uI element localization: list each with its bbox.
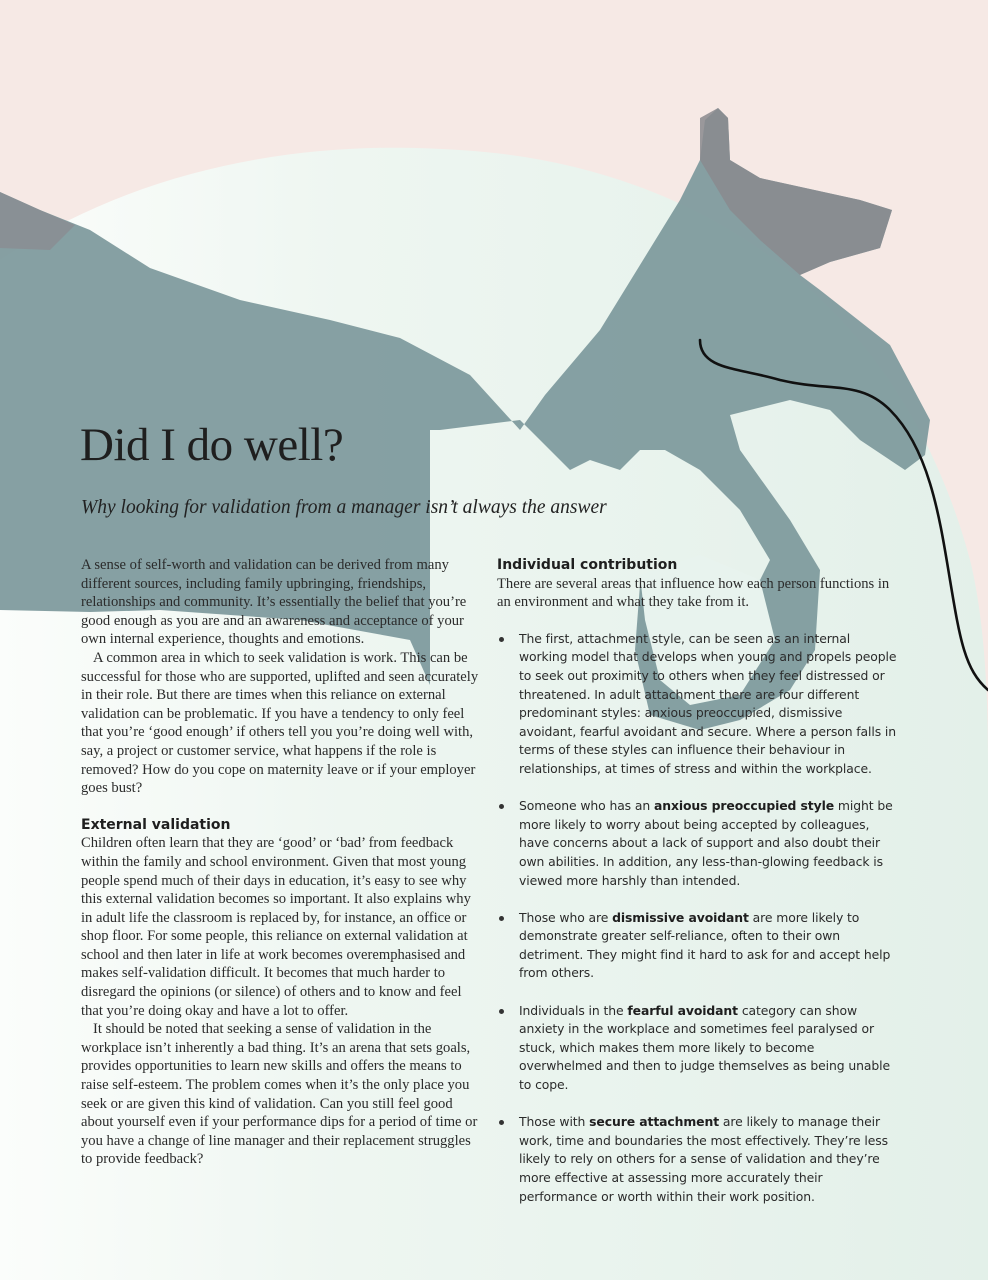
list-item: Those who are dismissive avoidant are more likely to demonstrate greater self-reliance, often to their own detriment. They might find it hard to ask for and accept help from others.	[497, 909, 897, 983]
bold-term: secure attachment	[589, 1114, 720, 1130]
list-item: Someone who has an anxious preoccupied style might be more likely to worry about being accepted by colleagues, have concerns about a lack of support and also doubt their own abilities. In addition, any less-than-glowing feedback is viewed more harshly than intended.	[497, 797, 897, 890]
section-heading-external-validation: External validation	[81, 816, 231, 833]
left-column	[81, 556, 481, 1169]
bullet-icon	[499, 1120, 504, 1125]
bold-term: anxious preoccupied style	[653, 798, 835, 814]
bullet-icon	[499, 804, 504, 809]
list-item: The first, attachment style, can be seen as an internal working model that develops when young and propels people to seek out proximity to others when they feel distressed or threatened. In adult attachment there are four different predominant styles: anxious preoccupied, dismissive avoidant, fearful avoidant and secure. Where a person falls in terms of these styles can influence their behaviour in relationships, at times of stress and within the workplace.	[497, 630, 897, 779]
list-item: Those with secure attachment are likely to manage their work, time and boundaries the most effectively. They’re less likely to rely on others for a sense of validation and they’re more effective at assessing more accurately their performance or worth within their work position.	[497, 1113, 897, 1206]
bullet-icon	[499, 916, 504, 921]
bold-term: fearful avoidant	[627, 1002, 738, 1018]
external-validation-paragraph-2: It should be noted that seeking a sense of validation in the workplace isn’t inherently a bad thing. It’s an arena that sets goals, provides opportunities to learn new skills and offers the means to raise self-esteem. The problem comes when it’s the only place you seek or are given this kind of validation. Can you still feel good about yourself even if your performance dips for a period of time or you have a change of line manager and their replacement struggles to provide feedback?	[81, 1021, 478, 1168]
intro-paragraph-1: A sense of self-worth and validation can be derived from many different sources, including family upbringing, friendships, relationships and community. It’s essentially the belief that you’re good enough as you are and an awareness and acceptance of your own internal experience, thoughts and emotions.	[81, 557, 467, 648]
section-heading-individual-contribution: Individual contribution	[497, 557, 678, 573]
intro-paragraph-2: A common area in which to seek validation is work. This can be successful for those who are supported, uplifted and seen accurately in their role. But there are times when this reliance on external validation can be problematic. If you have a tendency to only feel that you’re ‘good enough’ if others tell you you’re doing well with, say, a project or customer service, what happens if the role is removed? How do you cope on maternity leave or if your employer goes bust?	[81, 649, 479, 797]
right-column	[497, 556, 897, 1225]
individual-contribution-intro: There are several areas that influence how each person functions in an environment and what they take from it.	[497, 575, 890, 611]
page-title: Did I do well?	[80, 419, 344, 471]
list-item: Individuals in the fearful avoidant category can show anxiety in the workplace and sometimes feel paralysed or stuck, which makes them more likely to become overwhelmed and then to judge themselves as being unable to cope.	[497, 1002, 897, 1095]
subtitle: Why looking for validation from a manager isn’t always the answer	[81, 497, 607, 518]
attachment-style-list	[497, 630, 897, 1206]
bold-term: dismissive avoidant	[612, 909, 749, 925]
bullet-icon	[499, 1009, 504, 1014]
external-validation-paragraph-1: Children often learn that they are ‘good’ or ‘bad’ from feedback within the family and school environment. Given that most young people spend much of their days in education, it’s easy to see why this external validation becomes so important. It also explains why in adult life the classroom is replaced by, for instance, an office or shop floor. For some people, this reliance on external validation at school and then later in life at work becomes overemphasised and makes self-validation difficult. It becomes that much harder to disregard the opinions (or silence) of others and to know and feel that you’re doing okay and have a lot to offer.	[81, 835, 471, 1019]
bullet-icon	[499, 637, 504, 642]
